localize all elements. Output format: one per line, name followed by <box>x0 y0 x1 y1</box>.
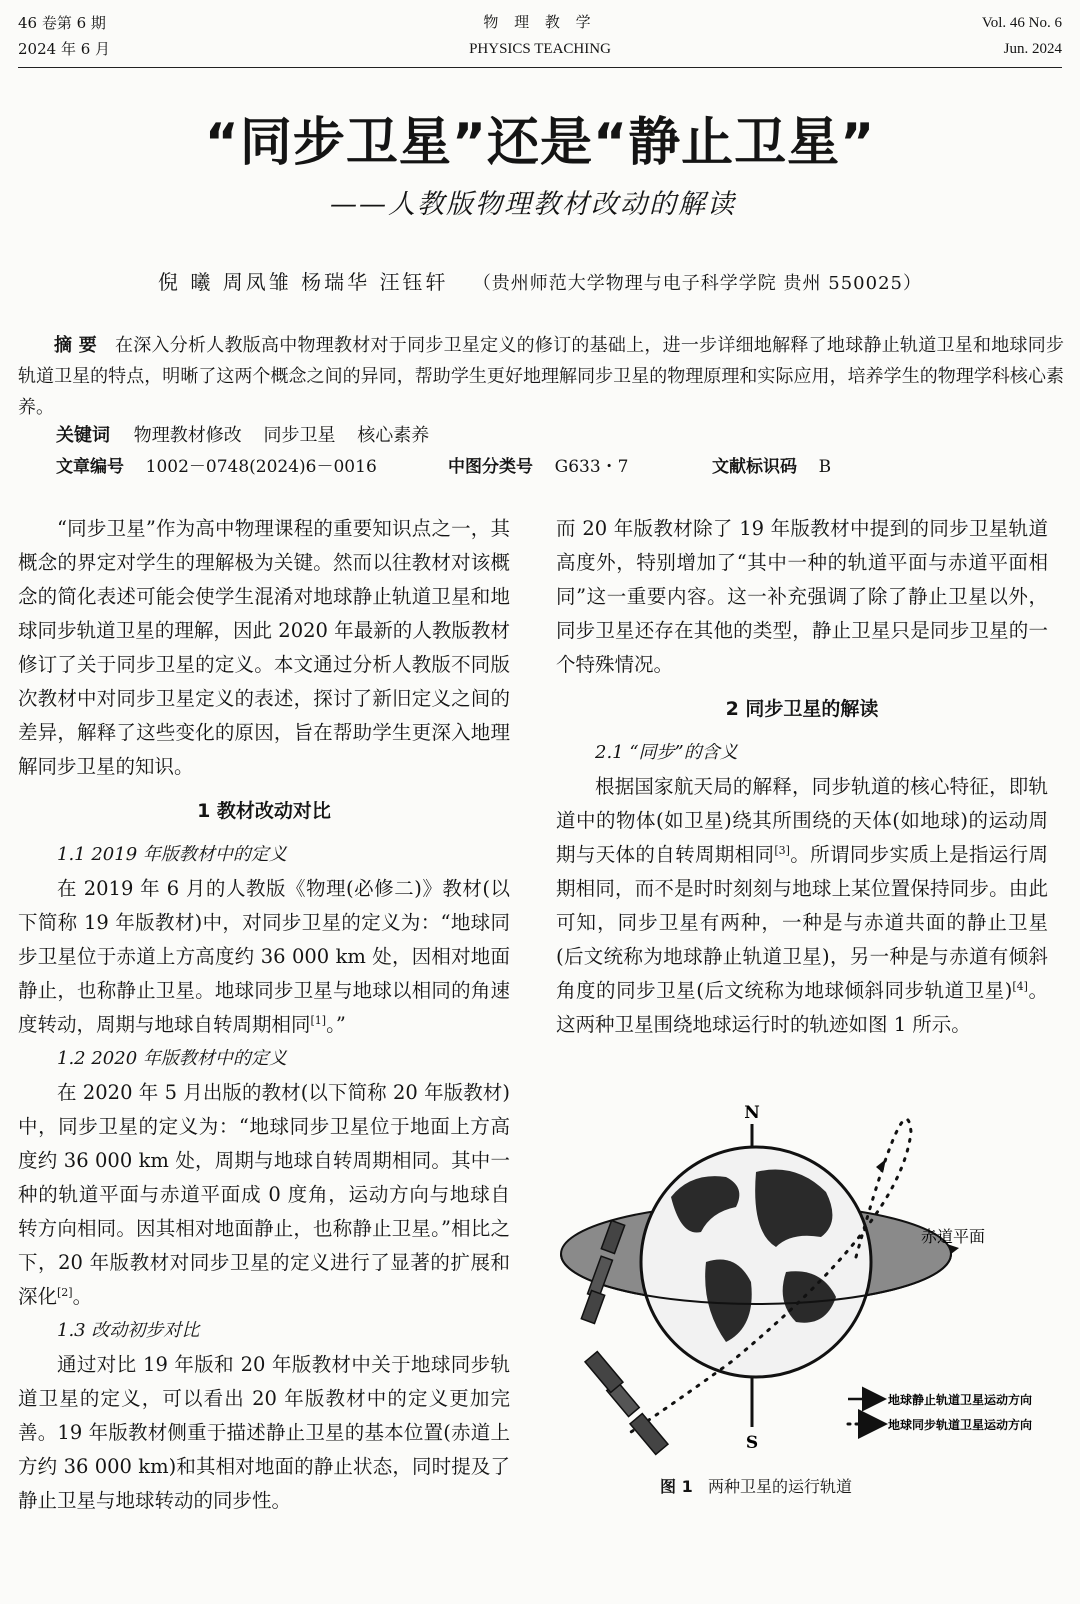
paragraph-1-2-text: 在 2020 年 5 月出版的教材(以下简称 20 年版教材)中，同步卫星的定义为：“地球同步卫星位于地面上方高度约 36 000 km 处，周期与地球自转周期相同。其中一种的轨道平面与赤道平面成 0 度角，运动方向与地球自转方向相同。因其相对地面静止，也称静止卫星。”相比之下，20 年版教材对同步卫星的定义进行了显著的扩展和深化 <box>18 1081 510 1308</box>
paragraph-1-2-end: 。 <box>72 1285 93 1308</box>
section-heading-2: 2 同步卫星的解读 <box>725 698 879 720</box>
citation-2: [2] <box>57 1286 73 1299</box>
body-column-left <box>18 512 510 1518</box>
paragraph-2-1-text-b: 。所谓同步实质上是指运行周期相同，而不是时时刻刻与地球上某位置保持同步。由此可知，同步卫星有两种，一种是与赤道共面的静止卫星(后文统称为地球静止轨道卫星)，另一种是与赤道有倾斜角度的同步卫星(后文统称为地球倾斜同步轨道卫星) <box>556 843 1048 1002</box>
citation-3: [3] <box>774 844 790 857</box>
keyword-item: 核心素养 <box>357 425 430 446</box>
journal-name-en: PHYSICS TEACHING <box>469 41 611 57</box>
legend-igso-label: 地球同步轨道卫星运动方向 <box>888 1418 1033 1432</box>
article-title: “同步卫星”还是“静止卫星” <box>204 113 876 173</box>
paragraph-1-1-end: 。” <box>326 1013 346 1036</box>
issue-volume: 46 卷第 6 期 <box>18 14 106 32</box>
legend-geo-label: 地球静止轨道卫星运动方向 <box>888 1393 1033 1407</box>
issue-date-en: Jun. 2024 <box>1003 41 1062 57</box>
document-code-label: 文献标识码 <box>712 457 797 477</box>
paragraph-1-2 <box>18 1076 510 1314</box>
paragraph-2-1-text-c: 。这两种卫星围绕地球运行时的轨迹如图 1 所示。 <box>556 979 1048 1036</box>
article-number-label: 文章编号 <box>56 457 124 477</box>
header-rule <box>18 67 1062 68</box>
abstract <box>18 330 1064 423</box>
author-affiliation: （贵州师范大学物理与电子科学学院 贵州 550025） <box>472 273 922 294</box>
intro-paragraph: “同步卫星”作为高中物理课程的重要知识点之一，其概念的界定对学生的理解极为关键。然而以往教材对该概念的简化表述可能会使学生混淆对地球静止轨道卫星和地球同步轨道卫星的理解，因此 2020 年最新的人教版教材修订了关于同步卫星的定义。本文通过分析人教版不同版次教材中对同步卫星定义的表述，探讨了新旧定义之间的差异，解释了这些变化的原因，旨在帮助学生更深入地理解同步卫星的知识。 <box>18 517 510 778</box>
paragraph-2-1 <box>556 770 1048 1042</box>
subsection-heading-1-1: 1.1 2019 年版教材中的定义 <box>57 844 287 865</box>
article-number-value: 1002－0748(2024)6－0016 <box>145 457 377 477</box>
keywords-label: 关键词 <box>56 425 110 446</box>
document-code <box>712 452 831 477</box>
body-column-right <box>556 512 1048 1042</box>
subsection-heading-1-3: 1.3 改动初步对比 <box>57 1320 200 1341</box>
journal-name-cn: 物 理 教 学 <box>483 15 597 31</box>
figure-caption-text: 两种卫星的运行轨道 <box>707 1477 852 1496</box>
paragraph-1-3: 通过对比 19 年版和 20 年版教材中关于地球同步轨道卫星的定义，可以看出 20 年版教材中的定义更加完善。19 年版教材侧重于描述静止卫星的基本位置(赤道上方约 36 000 km)和其相对地面的静止状态，同时提及了静止卫星与地球转动的同步性。 <box>18 1353 510 1512</box>
clc-label: 中图分类号 <box>448 457 533 477</box>
subsection-heading-1-2: 1.2 2020 年版教材中的定义 <box>57 1048 287 1069</box>
figure-caption <box>556 1474 956 1497</box>
satellite-icon <box>585 1352 668 1455</box>
equatorial-plane-label: 赤道平面 <box>921 1227 986 1246</box>
paragraph-2-1-text-a: 根据国家航天局的解释，同步轨道的核心特征，即轨道中的物体(如卫星)绕其所围绕的天体(如地球)的运动周期与天体的自转周期相同 <box>556 775 1048 866</box>
journal-name <box>0 10 1080 62</box>
journal-issue-info-en <box>982 10 1062 62</box>
author-names: 倪 曦 周凤雏 杨瑞华 汪钰轩 <box>158 270 449 294</box>
south-label: S <box>745 1433 759 1453</box>
keyword-item: 物理教材修改 <box>133 425 242 446</box>
paragraph-1-1 <box>18 872 510 1042</box>
abstract-text: 在深入分析人教版高中物理教材对于同步卫星定义的修订的基础上，进一步详细地解释了地球静止轨道卫星和地球同步轨道卫星的特点，明晰了这两个概念之间的异同，帮助学生更好地理解同步卫星的物理原理和实际应用，培养学生的物理学科核心素养。 <box>18 335 1064 418</box>
igso-direction-arrowhead <box>876 1159 886 1173</box>
article-subtitle: ——人教版物理教材改动的解读 <box>330 189 736 220</box>
figure-caption-label: 图 1 <box>660 1477 693 1496</box>
continuation-paragraph: 而 20 年版教材除了 19 年版教材中提到的同步卫星轨道高度外，特别增加了“其中一种的轨道平面与赤道平面相同”这一重要内容。这一补充强调了除了静止卫星以外，同步卫星还存在其他的类型，静止卫星只是同步卫星的一个特殊情况。 <box>556 517 1048 676</box>
clc-number <box>448 452 628 477</box>
article-number <box>56 452 377 477</box>
citation-1: [1] <box>310 1014 327 1027</box>
subsection-heading-2-1: 2.1 “同步”的含义 <box>595 742 738 763</box>
author-line <box>0 266 1080 295</box>
clc-value: G633・7 <box>554 457 629 477</box>
issue-date: 2024 年 6 月 <box>18 40 111 58</box>
section-heading-1: 1 教材改动对比 <box>197 800 331 822</box>
citation-4: [4] <box>1012 980 1028 993</box>
document-code-value: B <box>818 457 832 477</box>
north-label: N <box>744 1103 760 1123</box>
abstract-label: 摘 要 <box>54 335 98 356</box>
issue-volume-en: Vol. 46 No. 6 <box>981 15 1062 31</box>
keyword-item: 同步卫星 <box>263 425 336 446</box>
keywords <box>56 421 445 447</box>
paragraph-1-1-text: 在 2019 年 6 月的人教版《物理(必修二)》教材(以下简称 19 年版教材)中，对同步卫星的定义为：“地球同步卫星位于赤道上方高度约 36 000 km 处，因相对地面静止，也称静止卫星。地球同步卫星与地球以相同的角速度转动，周期与地球自转周期相同 <box>18 877 510 1036</box>
